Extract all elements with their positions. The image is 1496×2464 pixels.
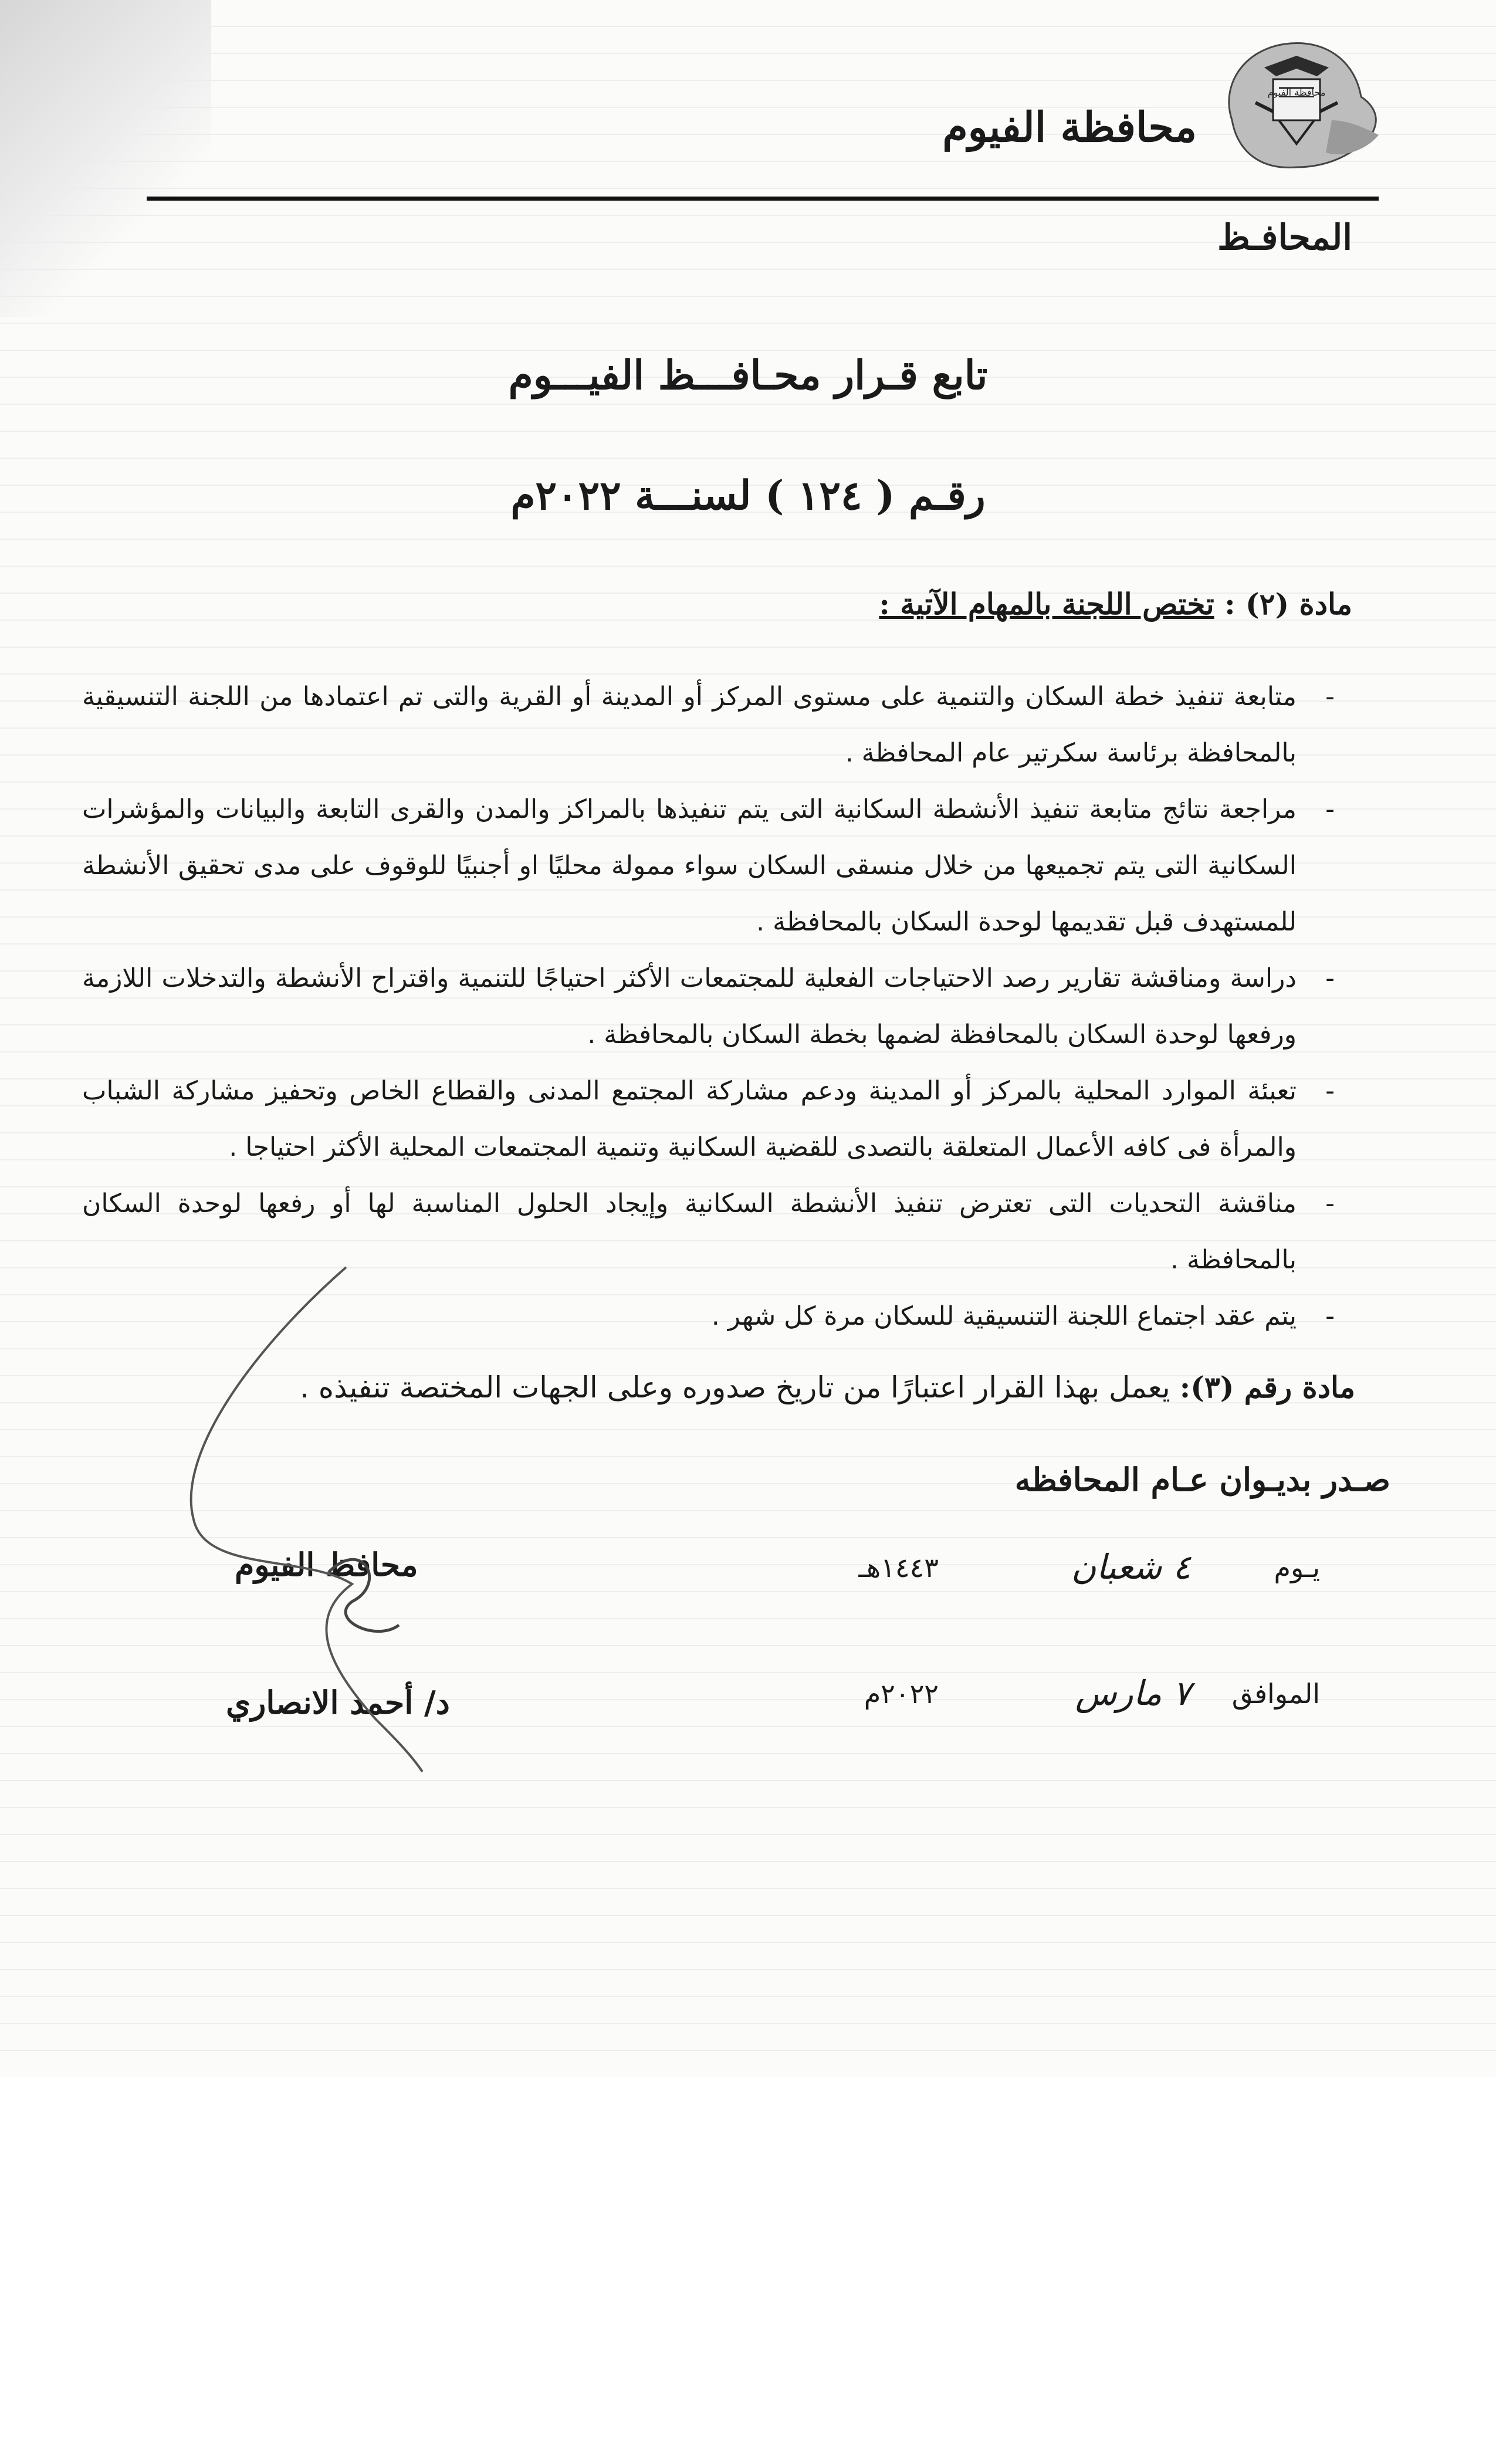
emblem-caption: محافظة الفيوم (1267, 87, 1326, 98)
governorate-emblem (1209, 32, 1385, 179)
gregorian-year: ٢٠٢٢م (864, 1678, 939, 1710)
article-3 (300, 1370, 1355, 1404)
hijri-year: ١٤٤٣هـ (858, 1552, 939, 1583)
list-item: - دراسة ومناقشة تقارير رصد الاحتياجات الفعلية للمجتمعات الأكثر احتياجًا للتنمية واقتراح الأنشطة والتدخلات اللازمة ورفعها لوحدة السكان بالمحافظة لضمها بخطة السكان بالمحافظة . (82, 950, 1335, 1063)
list-item: - مناقشة التحديات التى تعترض تنفيذ الأنشطة السكانية وإيجاد الحلول المناسبة لها أو رفعها لوحدة السكان بالمحافظة . (82, 1176, 1335, 1288)
signatory-name: د/ أحمد الانصاري (226, 1684, 450, 1721)
list-item: - تعبئة الموارد المحلية بالمركز أو المدينة ودعم مشاركة المجتمع المدنى والقطاع الخاص وتحفيز مشاركة الشباب والمرأة فى كافه الأعمال المتعلقة بالتصدى للقضية السكانية وتنمية المجتمعات المحلية الأكثر احتياجا . (82, 1063, 1335, 1176)
gregorian-handwritten: ٧ مارس (1075, 1673, 1191, 1713)
day-label: يـوم (1274, 1552, 1320, 1583)
header-divider (147, 197, 1379, 201)
decree-title: تابع قـرار محـافـــظ الفيـــوم (508, 352, 988, 399)
governorate-name: محافظة الفيوم (942, 103, 1197, 151)
article-3-label: مادة رقم (٣): (1179, 1370, 1355, 1404)
hijri-date-row (792, 1547, 1320, 1599)
office-label: المحافـظ (1217, 217, 1352, 258)
hijri-handwritten: ٤ شعبان (1071, 1547, 1191, 1587)
decree-number: رقـم ( ١٢٤ ) لسنـــة ٢٠٢٢م (510, 472, 986, 519)
article-2-list (82, 669, 1335, 1345)
scan-shadow (0, 0, 211, 317)
list-item: - يتم عقد اجتماع اللجنة التنسيقية للسكان مرة كل شهر . (82, 1288, 1335, 1345)
article-3-text: يعمل بهذا القرار اعتبارًا من تاريخ صدوره وعلى الجهات المختصة تنفيذه . (300, 1370, 1170, 1404)
issued-at: صـدر بديـوان عـام المحافظه (1014, 1461, 1390, 1498)
article-2-label: مادة (٢) : (1224, 587, 1352, 621)
article-2-heading (879, 587, 1352, 621)
article-2-title: تختص اللجنة بالمهام الآتية : (879, 587, 1214, 621)
corresponding-label: الموافق (1231, 1678, 1320, 1710)
gregorian-date-row (792, 1673, 1320, 1725)
signatory-title: محافظ الفيوم (235, 1546, 418, 1583)
list-item: - متابعة تنفيذ خطة السكان والتنمية على مستوى المركز أو المدينة أو القرية والتى تم اعتمادها من اللجنة التنسيقية بالمحافظة برئاسة سكرتير عام المحافظة . (82, 669, 1335, 781)
list-item: - مراجعة نتائج متابعة تنفيذ الأنشطة السكانية التى يتم تنفيذها بالمراكز والمدن والقرى التابعة والبيانات والمؤشرات السكانية التى يتم تجميعها من خلال منسقى السكان سواء ممولة محليًا او أجنبيًا للوقوف على مدى تحقيق الأنشطة للمستهدف قبل تقديمها لوحدة السكان بالمحافظة . (82, 781, 1335, 950)
